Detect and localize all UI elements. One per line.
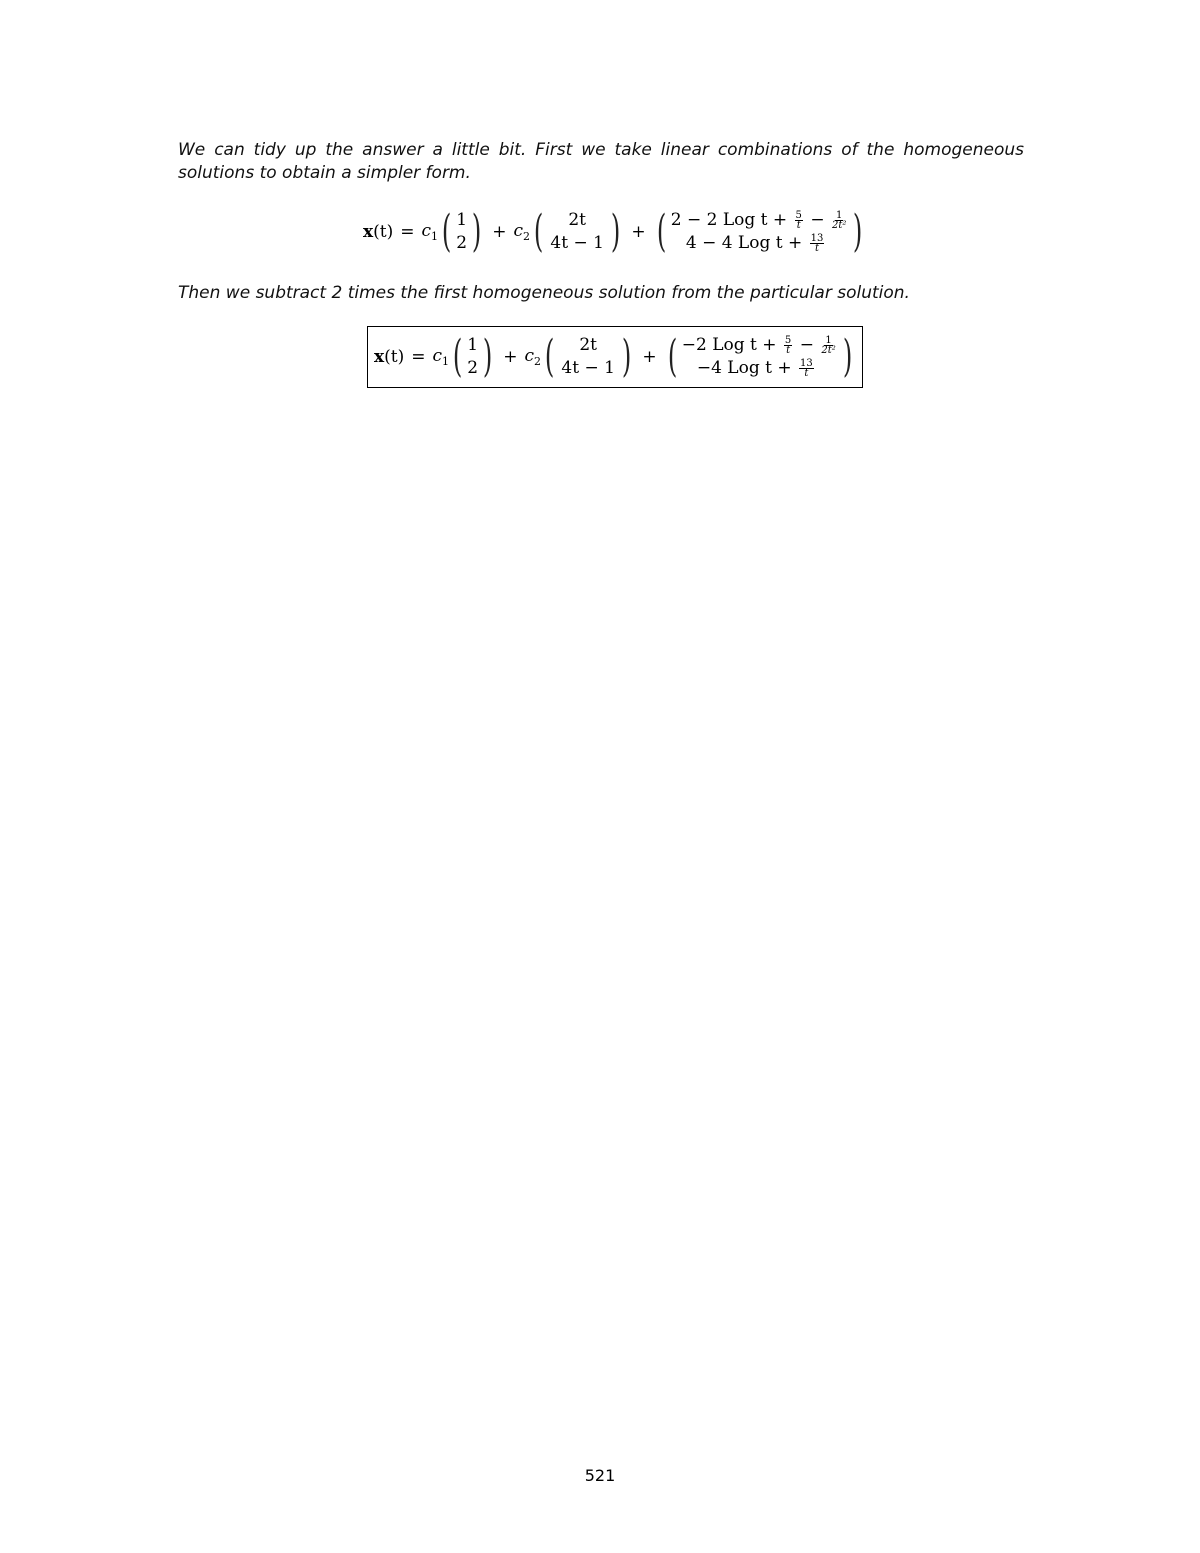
vector-1: 1 2 xyxy=(456,210,468,253)
particular-vector xyxy=(682,334,838,380)
vector-1: 1 2 xyxy=(467,335,479,378)
plus-sign: + xyxy=(503,347,518,367)
coef-c2: $c_2$ xyxy=(513,221,530,243)
coef-c1: $c_1$ xyxy=(432,346,450,368)
eq-arg: (t) xyxy=(373,222,394,242)
right-paren: ) xyxy=(471,206,482,257)
boxed-final-equation xyxy=(367,326,863,388)
left-paren: ( xyxy=(533,206,544,257)
left-paren: ( xyxy=(544,331,555,382)
coef-c1: $c_1$ xyxy=(421,221,439,243)
particular-row-1: −2 Log t + $\frac{5}{t}$ − $\frac{1}{\text{2t²}}$ xyxy=(681,335,836,356)
eq-lhs: x xyxy=(363,222,374,242)
left-paren: ( xyxy=(656,206,666,257)
equation-general-solution xyxy=(363,206,867,258)
right-paren: ) xyxy=(853,206,863,257)
left-paren: ( xyxy=(667,331,677,382)
vector-2: 2t 4t − 1 xyxy=(550,210,604,253)
right-paren: ) xyxy=(611,206,621,257)
right-paren: ) xyxy=(482,331,493,382)
eq-equals: = xyxy=(411,347,426,367)
plus-sign: + xyxy=(492,222,507,242)
coef-c2: $c_2$ xyxy=(524,346,541,368)
left-paren: ( xyxy=(441,206,452,257)
plus-sign: + xyxy=(642,347,657,367)
eq-equals: = xyxy=(400,222,415,242)
particular-row-2: 4 − 4 Log t + $\frac{13}{t}$ xyxy=(685,233,824,254)
eq-arg: (t) xyxy=(384,347,405,367)
right-paren: ) xyxy=(842,331,853,382)
second-paragraph: Then we subtract 2 times the first homogeneous solution from the particular solution. xyxy=(178,283,910,303)
particular-row-2: −4 Log t + $\frac{13}{t}$ xyxy=(696,358,813,379)
particular-vector xyxy=(671,209,849,255)
right-paren: ) xyxy=(622,331,632,382)
particular-row-1: 2 − 2 Log t + $\frac{5}{t}$ − $\frac{1}{\text{2t²}}$ xyxy=(670,210,847,231)
intro-paragraph: We can tidy up the answer a little bit. First we take linear combinations of the homogeneous solutions to obtain a simpler form. xyxy=(178,140,1024,183)
eq-lhs: x xyxy=(374,347,385,367)
vector-2: 2t 4t − 1 xyxy=(561,335,615,378)
page-number: 521 xyxy=(584,1466,616,1485)
plus-sign: + xyxy=(631,222,646,242)
left-paren: ( xyxy=(452,331,463,382)
